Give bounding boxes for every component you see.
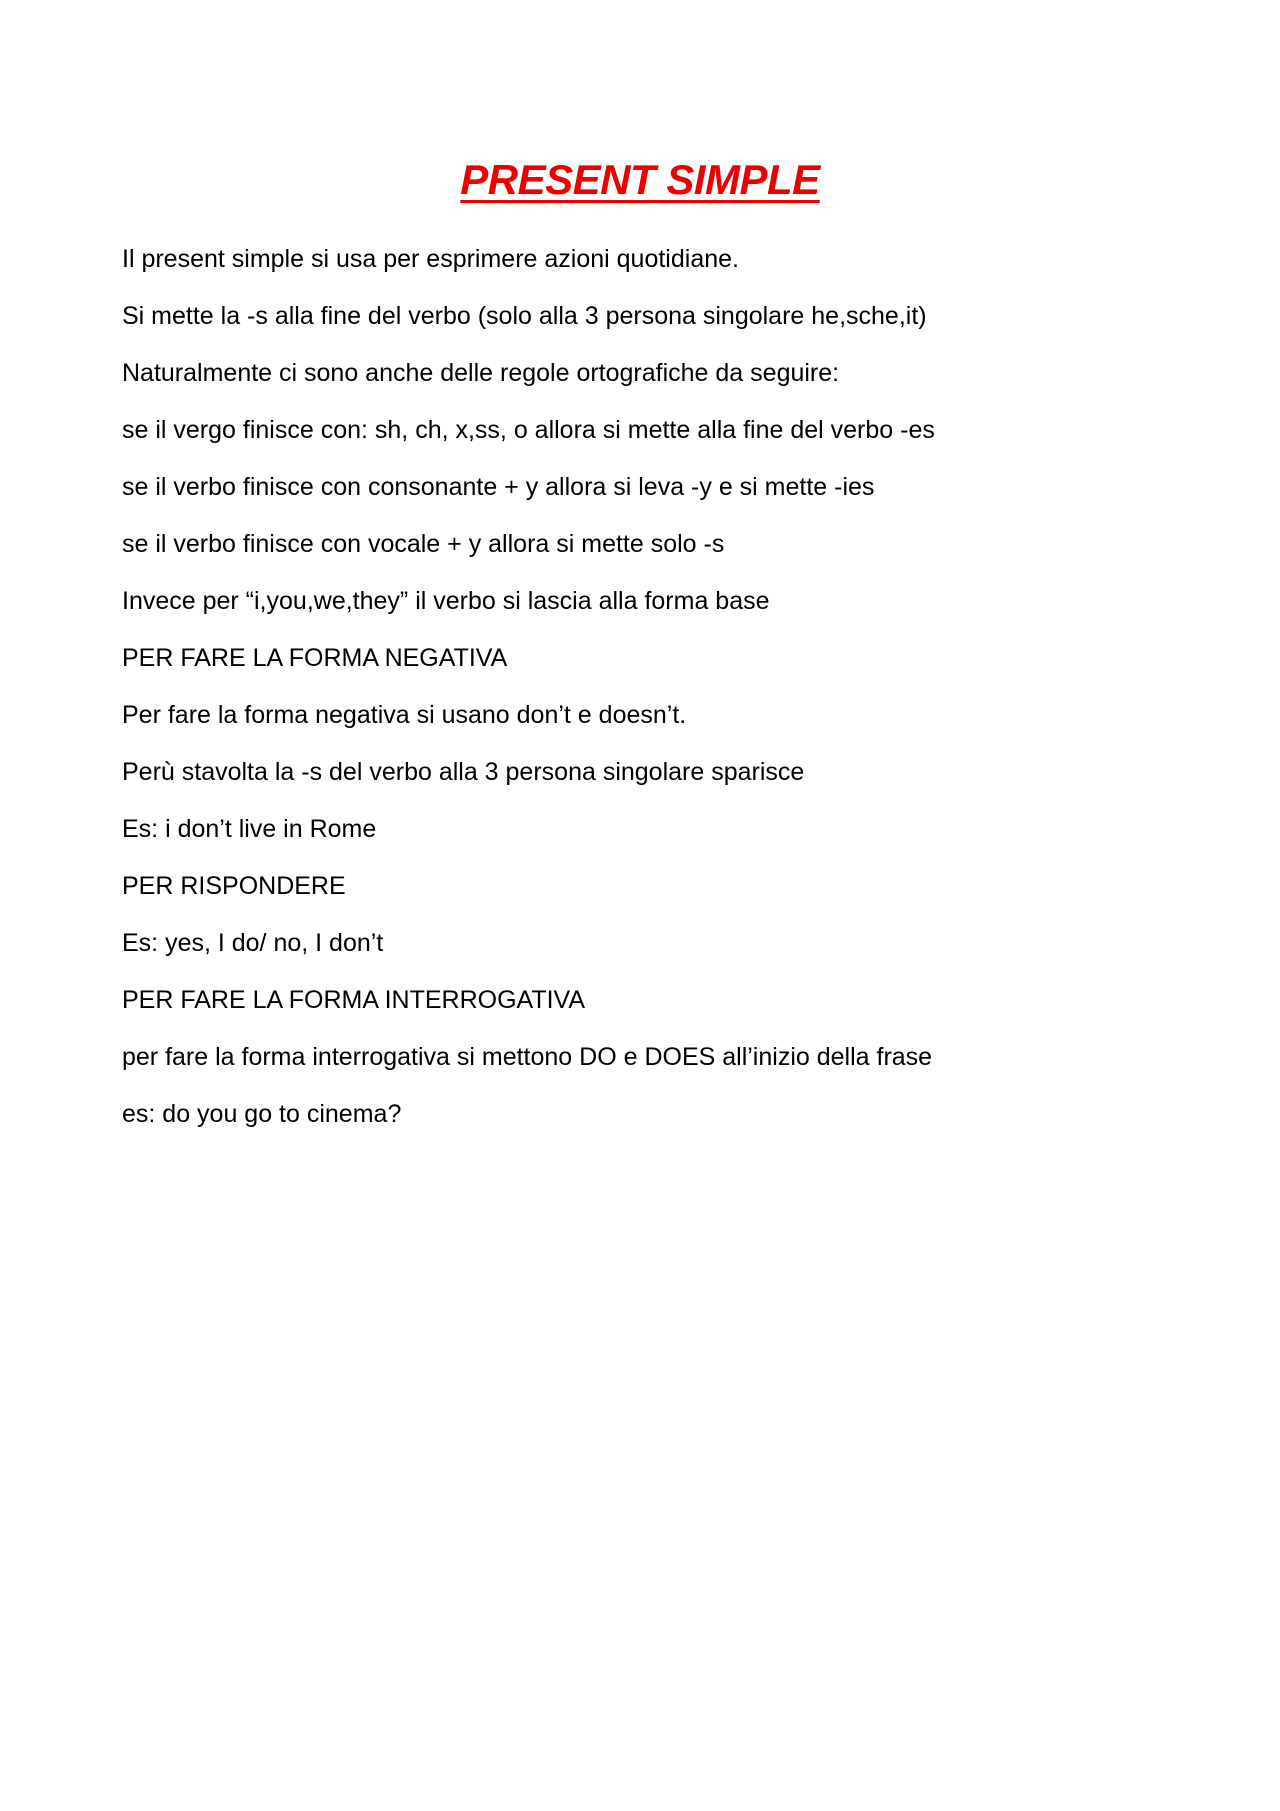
section-heading-rispondere: PER RISPONDERE [122, 872, 346, 900]
example-line: Es: yes, I do/ no, I don’t [122, 929, 384, 957]
text-line: Il present simple si usa per esprimere azioni quotidiane. [122, 245, 739, 273]
text-line: Naturalmente ci sono anche delle regole ortografiche da seguire: [122, 359, 840, 387]
text-line: Si mette la -s alla fine del verbo (solo alla 3 persona singolare he,sche,it) [122, 302, 927, 330]
document-body [122, 231, 1222, 1143]
text-line: Perù stavolta la -s del verbo alla 3 persona singolare sparisce [122, 758, 805, 786]
section-heading-interrogativa: PER FARE LA FORMA INTERROGATIVA [122, 986, 586, 1014]
page-title: PRESENT SIMPLE [460, 156, 820, 203]
example-line: Es: i don’t live in Rome [122, 815, 377, 843]
section-heading-negativa: PER FARE LA FORMA NEGATIVA [122, 644, 508, 672]
text-line: se il verbo finisce con consonante + y allora si leva -y e si mette -ies [122, 473, 875, 501]
text-line: Invece per “i,you,we,they” il verbo si lascia alla forma base [122, 587, 770, 615]
text-line: per fare la forma interrogativa si mettono DO e DOES all’inizio della frase [122, 1043, 933, 1071]
example-line: es: do you go to cinema? [122, 1100, 402, 1128]
text-line: se il verbo finisce con vocale + y allora si mette solo -s [122, 530, 725, 558]
text-line: se il vergo finisce con: sh, ch, x,ss, o allora si mette alla fine del verbo -es [122, 416, 935, 444]
text-line: Per fare la forma negativa si usano don’t e doesn’t. [122, 701, 687, 729]
